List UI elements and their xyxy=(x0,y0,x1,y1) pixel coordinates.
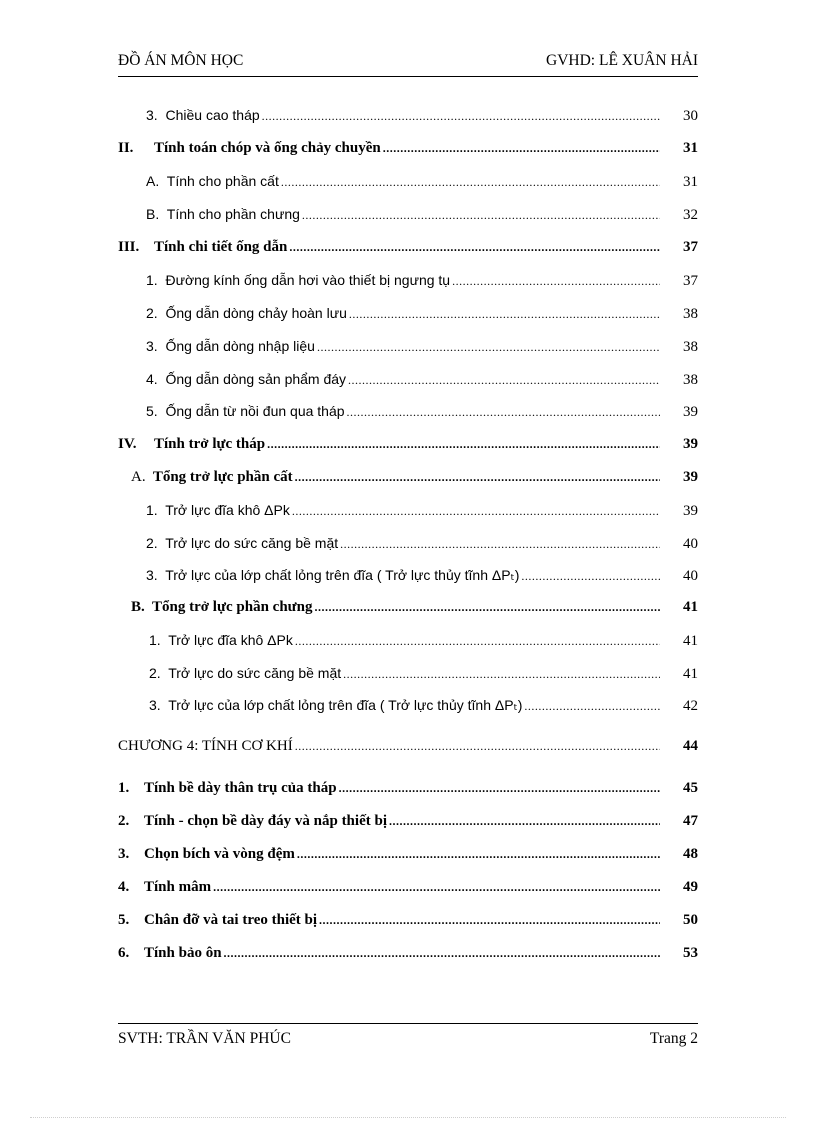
header-course-title: ĐỒ ÁN MÔN HỌC xyxy=(118,52,244,69)
toc-page-number: 31 xyxy=(683,140,698,156)
toc-entry: IV. Tính trở lực tháp ..... 39 xyxy=(118,436,698,453)
toc-entry: 1. Đường kính ống dẫn hơi vào thiết bị ngưng tụ ..... 37 xyxy=(146,272,698,290)
toc-page-number: 38 xyxy=(683,306,698,322)
toc-chapter-entry: CHƯƠNG 4: TÍNH CƠ KHÍ ..... 44 xyxy=(118,738,698,755)
toc-entry: A. Tổng trở lực phần cất ..... 39 xyxy=(131,469,698,486)
toc-page-number: 32 xyxy=(683,207,698,223)
toc-entry: 2. Ống dẫn dòng chảy hoàn lưu ..... 38 xyxy=(146,305,698,323)
toc-entry: 5. Ống dẫn từ nồi đun qua tháp ..... 39 xyxy=(146,403,698,421)
toc-page-number: 42 xyxy=(683,698,698,714)
toc-page-number: 41 xyxy=(683,633,698,649)
toc-entry: 2. Trở lực do sức căng bề mặt ..... 41 xyxy=(149,665,698,683)
toc-page-number: 41 xyxy=(683,599,698,615)
toc-entry: II. Tính toán chóp và ống chảy chuyền ..... 31 xyxy=(118,140,698,157)
toc-entry: 5. Chân đỡ và tai treo thiết bị ..... 50 xyxy=(118,912,698,929)
toc-entry: 3. Trở lực của lớp chất lỏng trên đĩa ( Trở lực thủy tĩnh ΔPₜ) ..... 42 xyxy=(149,697,698,715)
toc-page-number: 49 xyxy=(683,879,698,895)
toc-entry: A. Tính cho phần cất ..... 31 xyxy=(146,173,698,191)
toc-entry: 2. Trở lực do sức căng bề mặt ..... 40 xyxy=(146,535,698,553)
toc-entry: 1. Trở lực đĩa khô ΔPk ..... 39 xyxy=(146,502,698,520)
toc-page-number: 37 xyxy=(683,273,698,289)
toc-entry: 2. Tính - chọn bề dày đáy và nắp thiết bị ..... 47 xyxy=(118,813,698,830)
toc-page-number: 40 xyxy=(683,536,698,552)
toc-entry: 1. Trở lực đĩa khô ΔPk ..... 41 xyxy=(149,632,698,650)
footer-page-number: Trang 2 xyxy=(649,1030,698,1047)
toc-entry: B. Tính cho phần chưng ..... 32 xyxy=(146,206,698,224)
page-header xyxy=(118,52,698,77)
toc-page-number: 31 xyxy=(683,174,698,190)
toc-page-number: 48 xyxy=(683,846,698,862)
toc-page-number: 44 xyxy=(683,738,698,754)
toc-page-number: 40 xyxy=(683,568,698,584)
toc-page-number: 39 xyxy=(683,503,698,519)
toc-entry: III. Tính chi tiết ống dẫn ..... 37 xyxy=(118,239,698,256)
toc-page-number: 38 xyxy=(683,339,698,355)
toc-entry: 4. Ống dẫn dòng sản phẩm đáy ..... 38 xyxy=(146,371,698,389)
toc-page-number: 39 xyxy=(683,469,698,485)
toc-entry: 3. Trở lực của lớp chất lỏng trên đĩa ( Trở lực thủy tĩnh ΔPₜ) ..... 40 xyxy=(146,567,698,585)
toc-page-number: 39 xyxy=(683,436,698,452)
page-footer xyxy=(118,1023,698,1054)
toc-entry: 1. Tính bề dày thân trụ của tháp ..... 45 xyxy=(118,780,698,797)
toc-entry: B. Tổng trở lực phần chưng ..... 41 xyxy=(131,599,698,616)
toc-page-number: 38 xyxy=(683,372,698,388)
toc-page-number: 39 xyxy=(683,404,698,420)
toc-entry: 4. Tính mâm ..... 49 xyxy=(118,879,698,896)
toc-page-number: 50 xyxy=(683,912,698,928)
toc-entry: 3. Chiều cao tháp ..... 30 xyxy=(146,107,698,125)
toc-page-number: 47 xyxy=(683,813,698,829)
toc-page-number: 53 xyxy=(683,945,698,961)
header-advisor: GVHD: LÊ XUÂN HẢI xyxy=(546,52,698,69)
toc-page-number: 37 xyxy=(683,239,698,255)
toc-page-number: 45 xyxy=(683,780,698,796)
toc-page-number: 41 xyxy=(683,666,698,682)
footer-student-name: SVTH: TRẦN VĂN PHÚC xyxy=(118,1030,291,1047)
toc-entry: 6. Tính bảo ôn ..... 53 xyxy=(118,945,698,962)
toc-entry: 3. Chọn bích và vòng đệm ..... 48 xyxy=(118,846,698,863)
toc-page-number: 30 xyxy=(683,108,698,124)
toc-entry: 3. Ống dẫn dòng nhập liệu ..... 38 xyxy=(146,338,698,356)
page-edge-divider xyxy=(30,1117,786,1118)
